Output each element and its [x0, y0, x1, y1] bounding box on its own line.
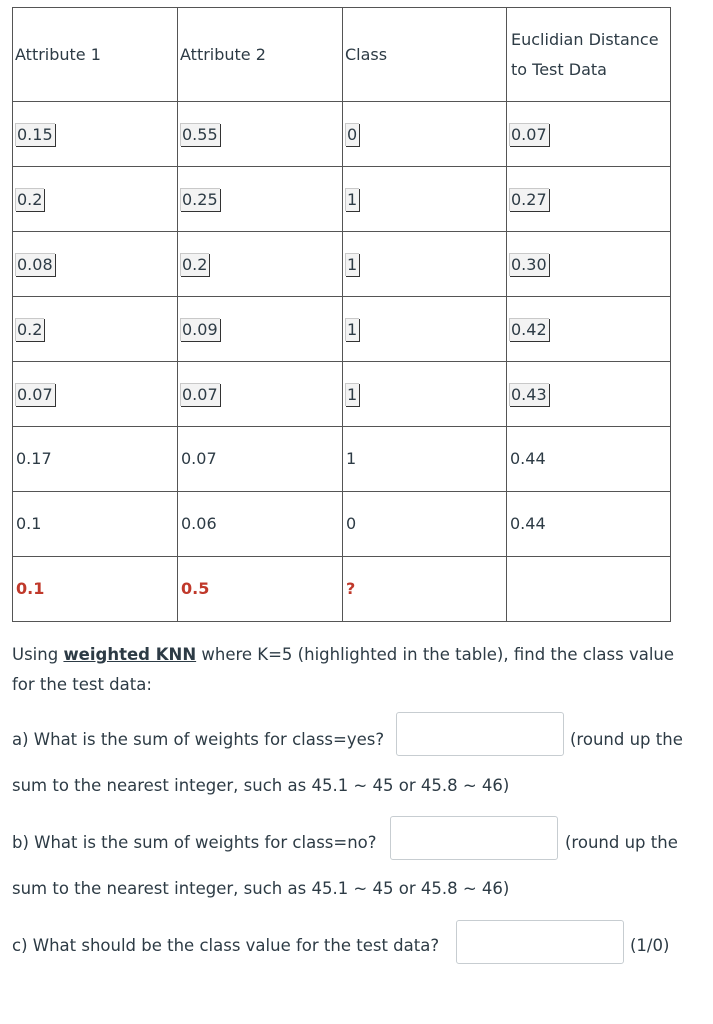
table-cell: 0.55	[178, 102, 343, 167]
table-cell: 1	[343, 362, 507, 427]
table-cell: 0.42	[507, 297, 671, 362]
table-cell: 0	[343, 102, 507, 167]
answer-b-input[interactable]	[390, 816, 558, 860]
question-b-text: b) What is the sum of weights for class=no?	[12, 833, 377, 852]
table-cell: 1	[343, 167, 507, 232]
table-row	[13, 102, 671, 167]
table-cell: 0.17	[13, 427, 178, 492]
question-c-text: c) What should be the class value for the test data?	[12, 936, 440, 955]
table-cell: 0.43	[507, 362, 671, 427]
table-row	[13, 297, 671, 362]
table-cell: 0.08	[13, 232, 178, 297]
test-cell: ?	[343, 557, 507, 622]
table-cell: 0.2	[13, 167, 178, 232]
table-cell: 0.07	[178, 362, 343, 427]
table-header-row	[13, 8, 671, 102]
table-cell: 0.44	[507, 427, 671, 492]
table-cell: 0.44	[507, 492, 671, 557]
table-cell: 0.07	[13, 362, 178, 427]
question-a-text: a) What is the sum of weights for class=yes?	[12, 730, 385, 749]
header-attribute-2: Attribute 2	[178, 8, 343, 102]
table-row	[13, 492, 671, 557]
table-cell: 1	[343, 297, 507, 362]
question-c-hint: (1/0)	[630, 936, 670, 955]
table-cell: 0.2	[13, 297, 178, 362]
table-cell: 0.07	[178, 427, 343, 492]
table-cell: 0.25	[178, 167, 343, 232]
table-row	[13, 427, 671, 492]
test-data-row	[13, 557, 671, 622]
header-class: Class	[343, 8, 507, 102]
table-cell: 0	[343, 492, 507, 557]
question-b-continued: sum to the nearest integer, such as 45.1 ~ 45 or 45.8 ~ 46)	[12, 879, 510, 898]
header-distance: Euclidian Distance to Test Data	[507, 8, 671, 102]
answer-a-input[interactable]	[396, 712, 564, 756]
question-a-hint: (round up the	[570, 730, 683, 749]
weighted-knn-link: weighted KNN	[63, 645, 197, 664]
table-cell: 0.27	[507, 167, 671, 232]
table-row	[13, 167, 671, 232]
question-a-continued: sum to the nearest integer, such as 45.1 ~ 45 or 45.8 ~ 46)	[12, 776, 510, 795]
table-cell: 1	[343, 427, 507, 492]
table-cell: 0.15	[13, 102, 178, 167]
table-cell: 0.30	[507, 232, 671, 297]
table-cell: 0.06	[178, 492, 343, 557]
table-cell: 0.09	[178, 297, 343, 362]
test-cell	[507, 557, 671, 622]
knn-data-table	[12, 7, 671, 622]
table-cell: 0.07	[507, 102, 671, 167]
table-cell: 0.2	[178, 232, 343, 297]
test-cell: 0.5	[178, 557, 343, 622]
header-attribute-1: Attribute 1	[13, 8, 178, 102]
question-b-hint: (round up the	[565, 833, 678, 852]
table-row	[13, 362, 671, 427]
table-row	[13, 232, 671, 297]
table-cell: 0.1	[13, 492, 178, 557]
table-cell: 1	[343, 232, 507, 297]
question-intro: Using weighted KNN where K=5 (highlighted in the table), find the class value for the test data:	[12, 645, 675, 694]
test-cell: 0.1	[13, 557, 178, 622]
answer-c-input[interactable]	[456, 920, 624, 964]
